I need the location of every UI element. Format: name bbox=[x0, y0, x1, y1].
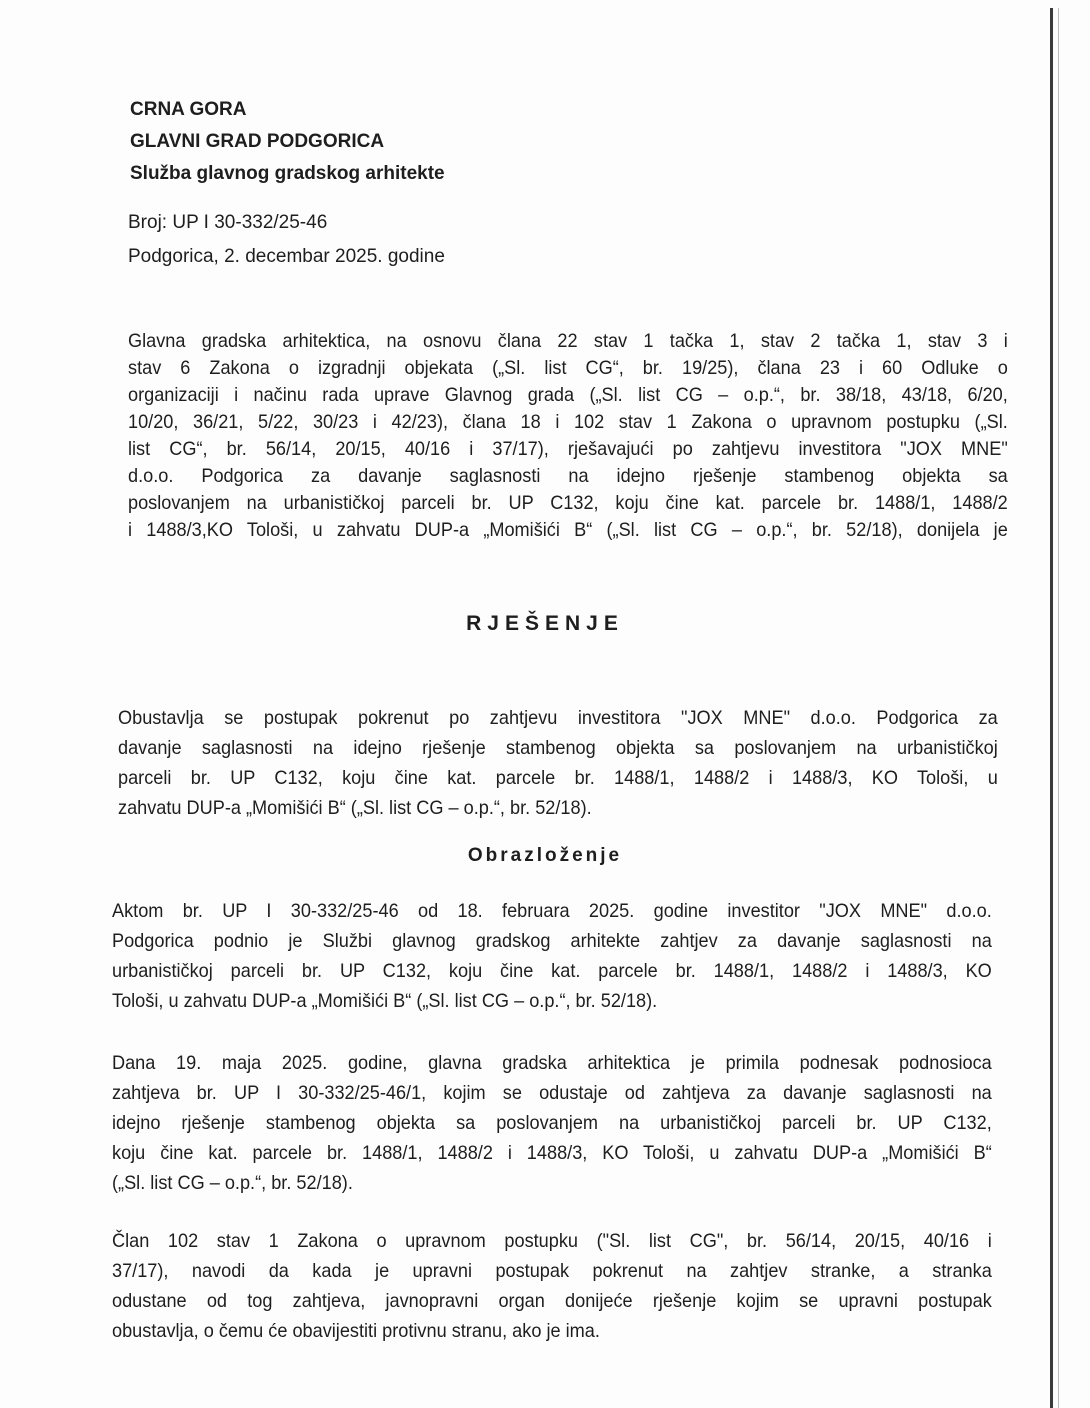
reasoning-paragraph-1 bbox=[112, 896, 992, 1016]
decision-title: RJEŠENJE bbox=[466, 612, 624, 635]
text-line: obustavlja, o čemu će obavijestiti protivnu stranu, ako je ima. bbox=[112, 1320, 600, 1342]
text-line: Tološi, u zahvatu DUP-a „Momišići B“ („Sl. list CG – o.p.“, br. 52/18). bbox=[112, 990, 658, 1012]
text-line: urbanističkoj parceli br. UP C132, koju čine kat. parcele br. 1488/1, 1488/2 i 1488/3, KO bbox=[112, 960, 992, 982]
text-line: 10/20, 36/21, 5/22, 30/23 i 42/23), člana 18 i 102 stav 1 Zakona o upravnom postupku („Sl. bbox=[128, 411, 1008, 433]
text-line: Glavna gradska arhitektica, na osnovu člana 22 stav 1 tačka 1, stav 2 tačka 1, stav 3 i bbox=[128, 330, 1008, 352]
reasoning-paragraph-3 bbox=[112, 1226, 992, 1346]
text-line: idejno rješenje stambenog objekta sa poslovanjem na urbanističkoj parceli br. UP C132, bbox=[112, 1112, 992, 1134]
text-line: davanje saglasnosti na idejno rješenje stambenog objekta sa poslovanjem na urbanističkoj bbox=[118, 737, 998, 759]
text-line: 37/17), navodi da kada je upravni postupak pokrenut na zahtjev stranke, a stranka bbox=[112, 1260, 992, 1282]
text-line: zahvatu DUP-a „Momišići B“ („Sl. list CG – o.p.“, br. 52/18). bbox=[118, 797, 592, 819]
decision-paragraph bbox=[118, 703, 998, 823]
text-line: poslovanjem na urbanističkoj parceli br. UP C132, koju čine kat. parcele br. 1488/1, 1488/2 bbox=[128, 492, 1008, 514]
text-line: organizaciji i načinu rada uprave Glavnog grada („Sl. list CG – o.p.“, br. 38/18, 43/18, 6/20, bbox=[128, 384, 1008, 406]
document-number: Broj: UP I 30-332/25-46 bbox=[128, 212, 328, 233]
preamble-paragraph bbox=[128, 328, 1008, 544]
text-line: d.o.o. Podgorica za davanje saglasnosti na idejno rješenje stambenog objekta sa bbox=[128, 465, 1008, 487]
text-line: („Sl. list CG – o.p.“, br. 52/18). bbox=[112, 1172, 353, 1194]
text-line: Podgorica podnio je Službi glavnog gradskog arhitekte zahtjev za davanje saglasnosti na bbox=[112, 930, 992, 952]
scan-page-edge bbox=[1050, 8, 1053, 1408]
text-line: koju čine kat. parcele br. 1488/1, 1488/2 i 1488/3, KO Tološi, u zahvatu DUP-a „Momišići B“ bbox=[112, 1142, 992, 1164]
text-line: Aktom br. UP I 30-332/25-46 od 18. februara 2025. godine investitor "JOX MNE" d.o.o. bbox=[112, 900, 992, 922]
text-line: Obustavlja se postupak pokrenut po zahtjevu investitora "JOX MNE" d.o.o. Podgorica za bbox=[118, 707, 998, 729]
text-line: list CG“, br. 56/14, 20/15, 40/16 i 37/17), rješavajući po zahtjevu investitora "JOX MNE" bbox=[128, 438, 1008, 460]
text-line: parceli br. UP C132, koju čine kat. parcele br. 1488/1, 1488/2 i 1488/3, KO Tološi, u bbox=[118, 767, 998, 789]
text-line: zahtjeva br. UP I 30-332/25-46/1, kojim se odustaje od zahtjeva za davanje saglasnosti na bbox=[112, 1082, 992, 1104]
letterhead-country: CRNA GORA bbox=[130, 99, 247, 120]
letterhead-city: GLAVNI GRAD PODGORICA bbox=[130, 131, 385, 152]
text-line: Dana 19. maja 2025. godine, glavna gradska arhitektica je primila podnesak podnosioca bbox=[112, 1052, 992, 1074]
letterhead-office: Služba glavnog gradskog arhitekte bbox=[130, 163, 445, 184]
scan-page-edge-shadow bbox=[1058, 8, 1059, 1408]
reasoning-paragraph-2 bbox=[112, 1048, 992, 1198]
text-line: Član 102 stav 1 Zakona o upravnom postupku ("Sl. list CG", br. 56/14, 20/15, 40/16 i bbox=[112, 1230, 992, 1252]
document-date: Podgorica, 2. decembar 2025. godine bbox=[128, 246, 445, 267]
text-line: i 1488/3,KO Tološi, u zahvatu DUP-a „Momišići B“ („Sl. list CG – o.p.“, br. 52/18), donijela je bbox=[128, 519, 1008, 541]
reasoning-title: Obrazloženje bbox=[467, 845, 623, 866]
text-line: odustane od tog zahtjeva, javnopravni organ donijeće rješenje kojim se upravni postupak bbox=[112, 1290, 992, 1312]
text-line: stav 6 Zakona o izgradnji objekata („Sl. list CG“, br. 19/25), člana 23 i 60 Odluke o bbox=[128, 357, 1008, 379]
letterhead bbox=[130, 94, 445, 190]
document-meta bbox=[128, 206, 445, 274]
